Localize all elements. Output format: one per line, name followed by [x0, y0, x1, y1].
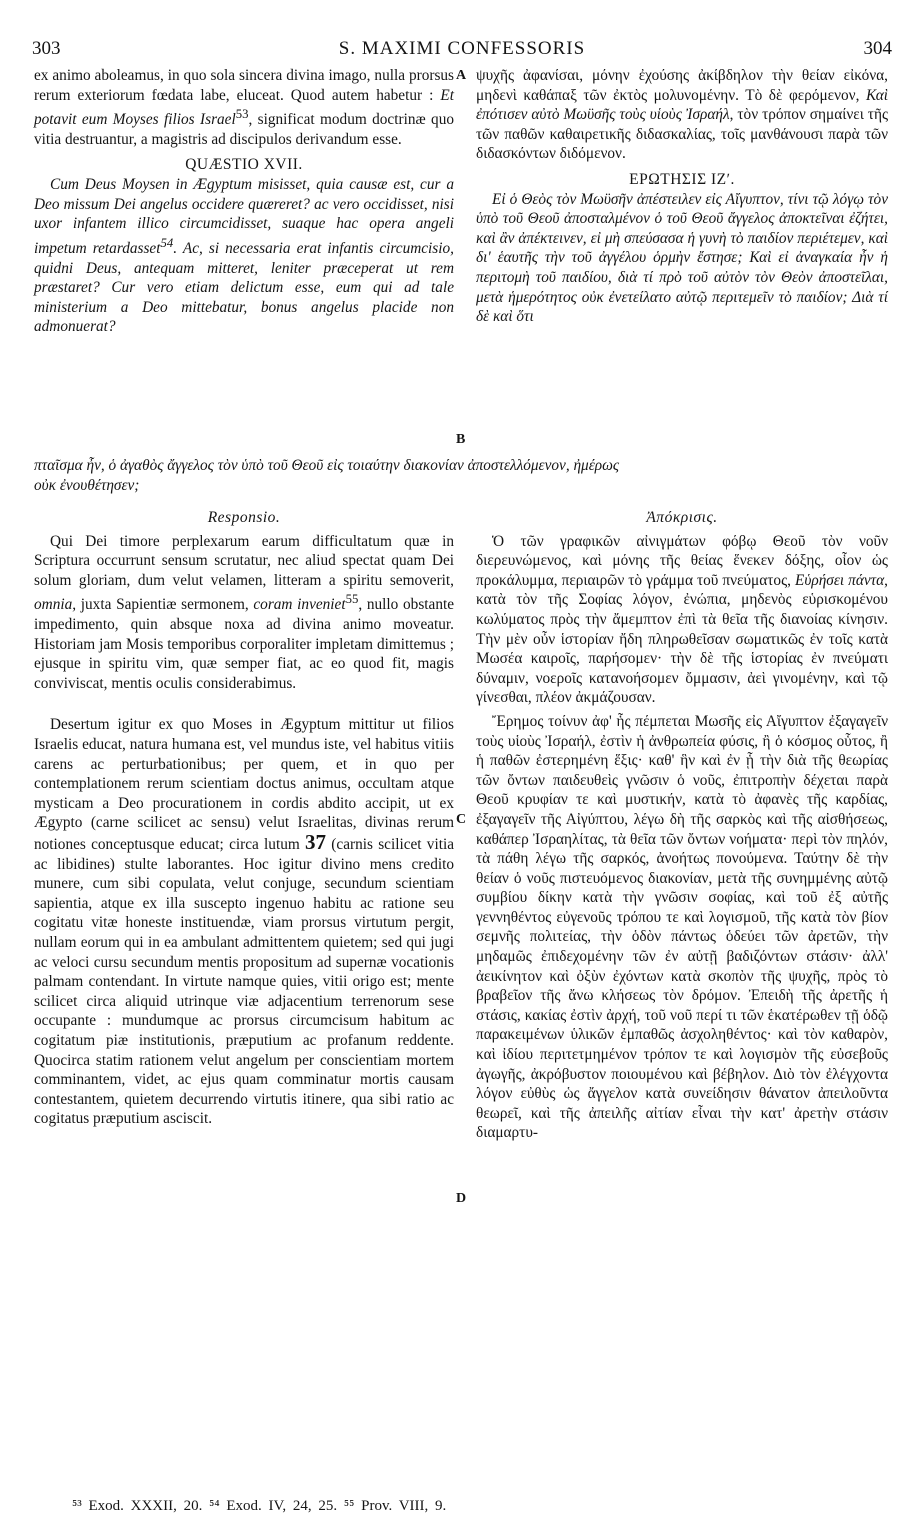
- spanning-line-1: πταῖσμα ἦν, ὁ ἀγαθὸς ἄγγελος τὸν ὑπὸ τοῦ Θεοῦ εἰς τοιαύτην διακονίαν ἀποστελλόμενον, ἠμέρως: [34, 457, 620, 474]
- latin-response-paragraph-1: Qui Dei timore perplexarum earum difficultatum quæ in Scriptura occurrunt sensum scrutatur, nec aliud spectat quam Dei solum gloriam, dum velut velamen, litteram a spiritu semoverit, omnia, juxta Sapientiæ sermonem, coram inveniet$^{55}$, nullo obstante impedimento, quin absque noxa ad divina animo moveatur. Historiam jam Mosis temporibus corporaliter impletam dimittemus ; ejusque in spiritu vim, quæ semper fiat, ac eo quod fit, magis conviviscat, mentis oculis considerabimus.: [34, 532, 455, 692]
- column-number: 37: [305, 830, 327, 854]
- running-header: [32, 38, 892, 60]
- greek-question-text: Εἰ ὁ Θεὸς τὸν Μωϋσῆν ἀπέστειλεν εἰς Αἴγυπτον, τίνι τῷ λόγῳ τὸν ὑπὸ τοῦ Θεοῦ ἀποσταλμένον ὁ τοῦ Θεοῦ ἄγγελος ἀποκτεῖναι ἐζήτει, καὶ ἂν ἀπέκτεινεν, εἰ μὴ σπεύσασα ἡ γυνὴ τὸ παιδίον περιέτεμεν, καὶ δι' ἑαυτῆς τὴν τοῦ ἀγγέλου ὁρμὴν ἔστησε; Καὶ εἰ ἀναγκαία ἦν ἡ περιτομὴ τοῦ παιδίου, διὰ τί πρὸ τοῦ αὐτὸν τὸν Θεὸν ἀποστεῖλαι, μετὰ ἡμερότητος οὐκ ἐνετείλατο αὐτῷ περιτεμεῖν τὸ παιδίον; Διὰ τί δὲ καὶ ὅτι: [476, 190, 888, 326]
- greek-response-title: Ἀπόκρισις.: [646, 509, 718, 526]
- latin-column-top: [34, 66, 454, 337]
- greek-response-paragraph-2: Ἔρημος τοίνυν ἀφ' ἧς πέμπεται Μωσῆς εἰς Αἴγυπτον ἐξαγαγεῖν τοὺς υἱοὺς Ἰσραήλ, ἐστὶν ἡ ἀνθρωπεία φύσις, ἢ ὁ κόσμος οὗτος, ἢ ἡ παθῶν ἐστερημένη ἕξις· καθ' ἣν καὶ ἐν ᾗ τὴν διὰ τῆς θεωρίας τῶν ὄντων παιδευθεὶς γνῶσιν ὁ νοῦς, ἐπιτροπὴν δέχεται παρὰ Θεοῦ κρυφίαν τε καὶ μυστικήν, κατὰ τὸ ἀφανὲς τῆς καρδίας, ἐξαγαγεῖν τῆς Αἰγύπτου, λέγω δὴ τῆς σαρκὸς καὶ τῆς αἰσθήσεως, καθάπερ Ἰσραηλίτας, τὰ θεῖα τῶν ὄντων νοήματα· περὶ τὸν πηλόν, τὰ πάθη λέγω τῆς σαρκός, ἀνοήτως πονούμενα. Ταύτην δὲ τὴν θείαν ὁ νοῦς πιστευόμενος διακονίαν, μετὰ τῆς συνημμένης αὐτῷ συμβίου δίκην κατὰ τὴν γνῶσιν σοφίας, καὶ τοῦ ἐξ αὐτῆς γεννηθέντος εὐγενοῦς τρόπου τε καὶ λογισμοῦ, τῆς κατὰ τὸν βίον σεμνῆς πολιτείας, τὴν ὁδὸν πάντως ὁδεύει τῶν ἀρετῶν, τὴν μηδαμῶς ἐπιδεχομένην τῶν ἐν αὐτῇ βαδιζόντων στάσιν· ἀλλ' ἀεικίνητον καὶ ὀξὺν ἐχόντων κατὰ σκοπὸν τῆς ψυχῆς, πρὸς τὸ βραβεῖον τῆς ἄνω κλήσεως τὸν δρόμον. Ἐπειδὴ τῆς ἀρετῆς ἡ στάσις, κακίας ἐστὶν ἀρχή, τοῦ νοῦ περί τι τῶν ἑκατέρωθεν τῇ ὁδῷ παρακειμένων ὑλικῶν ἐμπαθῶς ἀσχοληθέντος· καὶ τὸν καθαρὸν, καὶ ἰδίου περιτετμημένον τρόπον τε καὶ λογισμὸν τῆς εὐσεβοῦς ἀγωγῆς, ἀκρόβυστον ποιουμένου καὶ βέβηλον. Διὸ τὸν ἐλέγχοντα λόγον εὐθὺς ὡς ἄγγελον κατὰ συνείδησιν θάνατον ἀπειλοῦντα θεωρεῖ, καὶ τῆς ἀπειλῆς αἰτίαν εἶναι τὴν κατ' ἀρετὴν στάσιν διαμαρτυ-: [476, 712, 888, 1142]
- latin-question-title: QUÆSTIO XVII.: [185, 156, 303, 174]
- greek-response-paragraph-1: Ὁ τῶν γραφικῶν αἰνιγμάτων φόβῳ Θεοῦ τὸν νοῦν διερευνώμενος, καὶ μόνης τῆς θείας ἕνεκεν δόξης, οἷον ὡς προκάλυμμα, περιαιρῶν τὸ γράμμα τοῦ πνεύματος, Εὑρήσει πάντα, κατὰ τὸν τῆς Σοφίας λόγον, ἐνώπια, μηδενὸς εὑρισκομένου κωλύματος πρὸς τὴν ἄμεμπτον ἐπὶ τὰ θεῖα τῆς διανοίας κίνησιν. Τὴν μὲν οὖν ἱστορίαν ἤδη πληρωθεῖσαν σωματικῶς ἐν τοῖς κατὰ Μωσέα καιροῖς, παρήσομεν· τὴν δὲ τῆς ἱστορίας ἐν πνεύματι δύναμιν, νοεροῖς κατανοήσομεν ὄμμασιν, ἀεὶ γινομένην, καὶ τῷ γίνεσθαι, πλέον ἀκμάζουσαν.: [476, 532, 888, 707]
- latin-response-title: Responsio.: [207, 509, 281, 526]
- footnotes: ⁵³ Exod. XXXII, 20. ⁵⁴ Exod. IV, 24, 25. ⁵⁵ Prov. VIII, 9.: [72, 1498, 447, 1514]
- spanning-line-2: οὐκ ἐνουθέτησεν;: [34, 476, 140, 494]
- section-marker-d: D: [456, 1191, 467, 1206]
- latin-opening-paragraph: ex animo aboleamus, in quo sola sincera divina imago, nulla prorsus rerum exteriorum fœdata labe, eluceat. Quod autem habetur : Et potavit eum Moyses filios Israel$^{53}$, significat modum doctrinæ quo vitia destruantur, a magistris ad discipulos derivandum esse.: [34, 67, 455, 148]
- page-number-left: 303: [32, 38, 61, 59]
- greek-column-bottom: [476, 508, 888, 1143]
- latin-question-text: Cum Deus Moysen in Ægyptum misisset, quia causæ est, cur a Deo missum Dei angelus occidere quæreret? ac vero occidisset, nisi uxor infantem illico circumcidisset, suaque hac opera angeli impetum retardasset$^{54}$. Ac, si necessaria erat infantis circumcisio, quidni Deus, antequam mitteret, leniter præceperat ut rem præstaret? Cur vero etiam delictum esse, eum qui ad tale ministerium a Deo mittebatur, bonus angelus placide non admonuerat?: [34, 176, 454, 336]
- greek-opening-paragraph: ψυχῆς ἀφανίσαι, μόνην ἐχούσης ἀκίβδηλον τὴν θείαν εἰκόνα, μηδενὶ καθάπαξ τῶν ἐκτὸς μολυνομένην. Τὸ δὲ φερόμενον, Καὶ ἐπότισεν αὐτὸ Μωϋσῆς τοὺς υἱοὺς Ἰσραήλ, τὸν τρόπον σημαίνει τῆς τῶν παθῶν καθαιρετικῆς διδασκαλίας, τοῖς μανθάνουσι παρὰ τῶν διδασκόντων διδόμενον.: [476, 67, 889, 163]
- section-marker-c: C: [456, 812, 467, 827]
- greek-column-top: [476, 66, 888, 327]
- running-head-title: S. MAXIMI CONFESSORIS: [338, 38, 586, 59]
- latin-response-paragraph-2: Desertum igitur ex quo Moses in Ægyptum mittitur ut filios Israelis educat, natura humana est, vel mundus iste, vel habitus vitiis carens ac perturbationibus; per quem, et in quo per contemplationem rerum scientiam doctus animus, occultam atque mysticam a Deo procurationem in cordis abdito accipit, ut ex Ægypto (carne scilicet ac sensu) velut Israelitas, divinas rerum notiones conceptusque educat; circa lutum 37 (carnis scilicet vitia ac libidines) stulte laborantes. Hoc igitur divino mens credito munere, cum sibi copulata, velut conjuge, secundum scientiam sapientia, atque ex illa suscepto ingenuo habitu ac ratione seu cogitatu vitæ honeste instituendæ, viam prorsus virtutum pergit, nullam eorum qui in ea ambulant admittentem quietem; sed qui jugi ac veloci cursu secundum mentis propositum ad supernæ vocationis palmam contendant. In virtute namque quies, vitii origo est; mente scilicet circa aliquid utrinque viæ adjacentium terrenorum sese occupante : mundumque ac prorsus circumcisum habitum ac cogitatum piæ institutionis, præputium ac profanum reddente. Quocirca statim rationem velut angelum per conscientiam mortem comminantem, videt, ac ejus quam comminatur mortis causam contestantem, quietem decurrendo virtutis itinere, qua sibi ratio ac cogitatus præputium asciscit.: [34, 716, 454, 1128]
- greek-question-title: ΕΡΩΤΗΣΙΣ ΙΖʹ.: [629, 170, 735, 188]
- spanning-greek-lines: [34, 456, 886, 495]
- latin-column-bottom: [34, 508, 454, 1129]
- section-marker-b: B: [456, 432, 466, 447]
- page-number-right: 304: [863, 38, 892, 59]
- section-marker-a: A: [456, 68, 467, 83]
